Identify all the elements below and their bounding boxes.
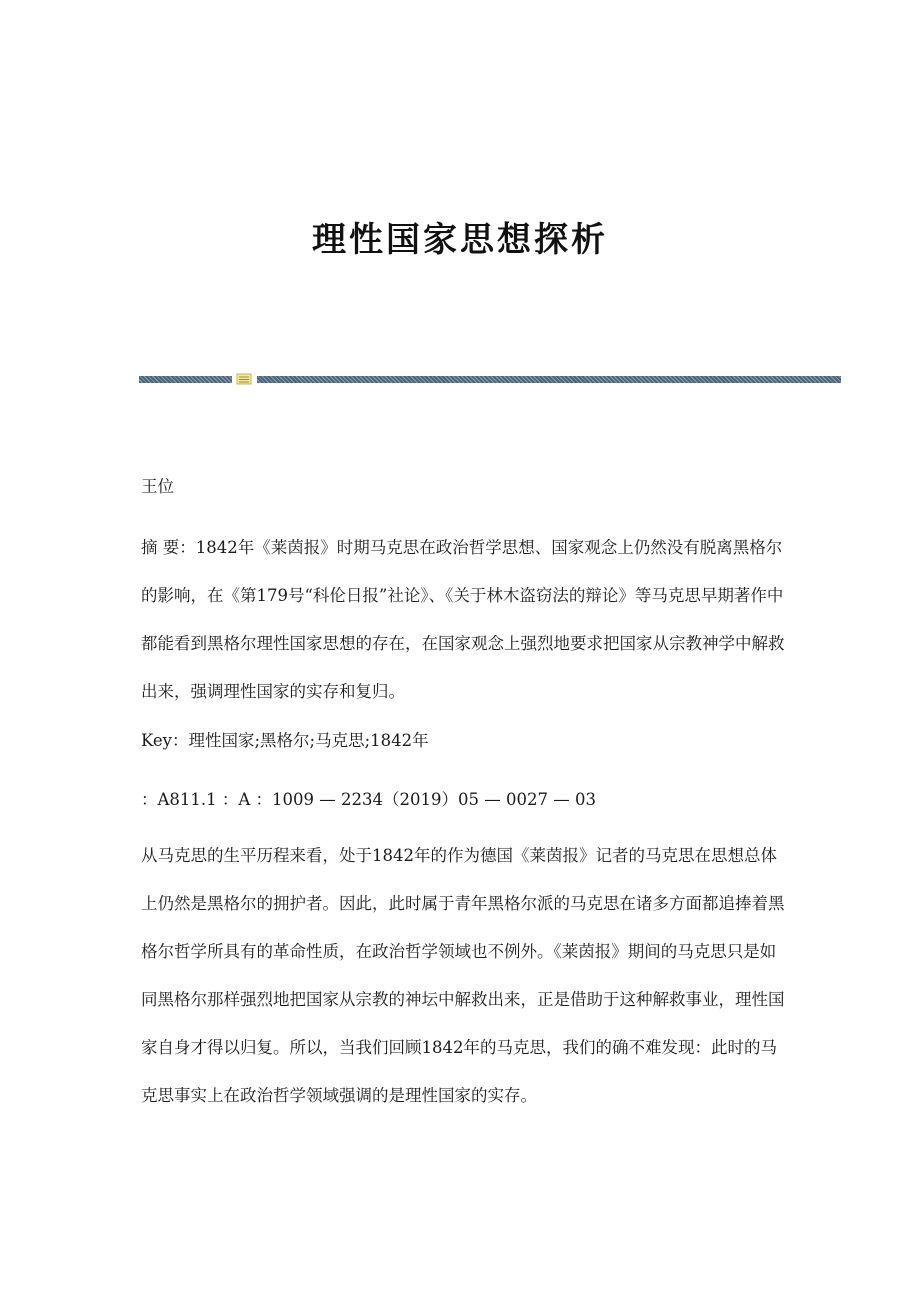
keywords	[141, 727, 791, 751]
author-name: 王位	[141, 477, 174, 496]
abstract	[141, 524, 791, 716]
abstract-text: 1842年《莱茵报》时期马克思在政治哲学思想、国家观念上仍然没有脱离黑格尔的影响，在《第179号“科伦日报”社论》、《关于林木盗窃法的辩论》等马克思早期著作中都能看到黑格尔理性国家思想的存在，在国家观念上强烈地要求把国家从宗教神学中解救出来，强调理性国家的实存和复归。	[141, 538, 785, 701]
classification-info: ：A811.1 ：A ：1009 — 2234（2019）05 — 0027 — 03	[141, 790, 596, 809]
decorative-divider	[139, 373, 841, 385]
body-paragraph: 从马克思的生平历程来看，处于1842年的作为德国《莱茵报》记者的马克思在思想总体上仍然是黑格尔的拥护者。因此，此时属于青年黑格尔派的马克思在诸多方面都追捧着黑格尔哲学所具有的革命性质，在政治哲学领域也不例外。《莱茵报》期间的马克思只是如同黑格尔那样强烈地把国家从宗教的神坛中解救出来，正是借助于这种解救事业，理性国家自身才得以归复。所以，当我们回顾1842年的马克思，我们的确不难发现：此时的马克思事实上在政治哲学领域强调的是理性国家的实存。	[141, 846, 785, 1105]
keywords-label: Key：	[141, 731, 189, 750]
ornament-icon	[236, 373, 252, 385]
document-title: 理性国家思想探析	[312, 220, 608, 260]
abstract-label: 摘 要：	[141, 538, 196, 557]
divider-bar-right	[257, 376, 841, 383]
keywords-text: 理性国家;黑格尔;马克思;1842年	[188, 731, 429, 750]
divider-bar-left	[139, 376, 232, 383]
